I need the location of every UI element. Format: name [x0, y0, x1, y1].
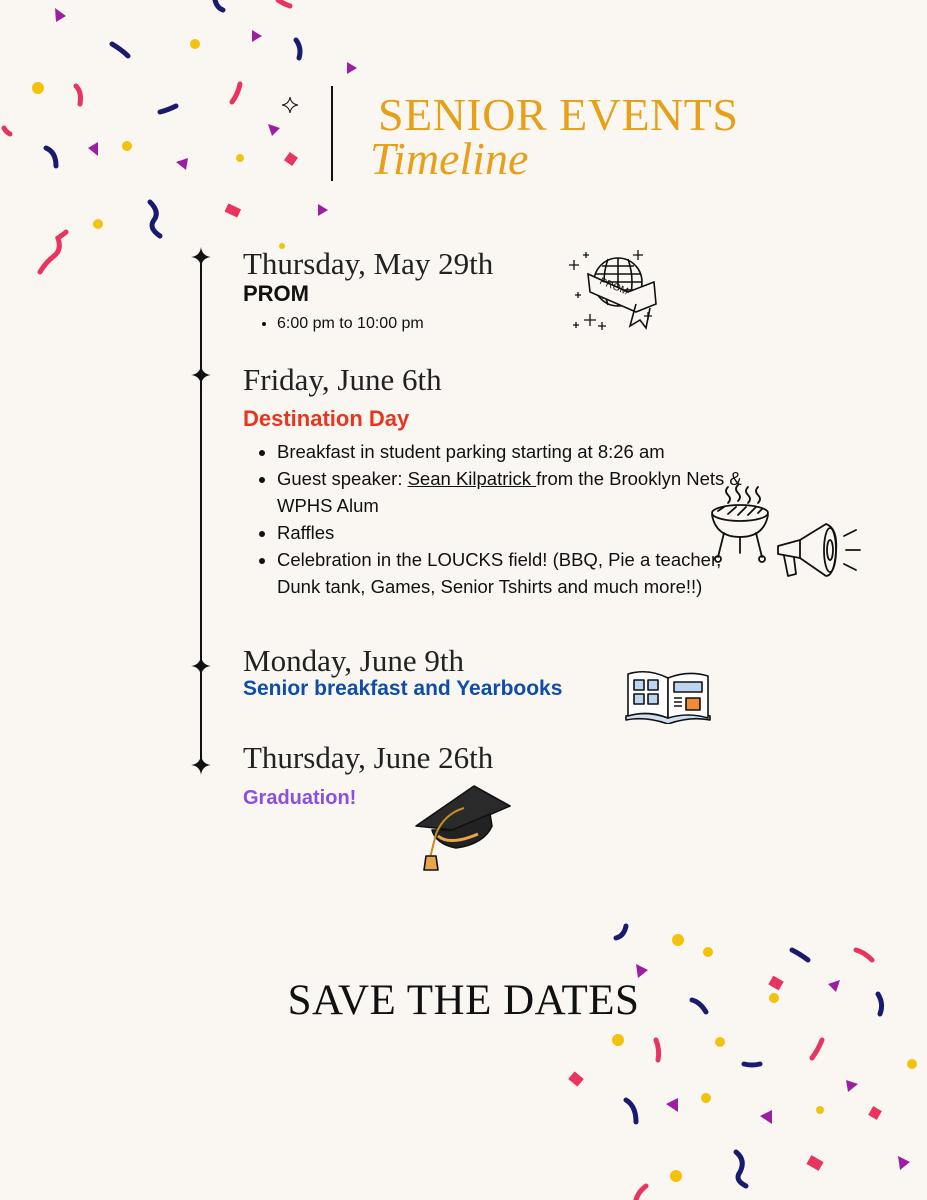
event-title: Destination Day: [243, 406, 410, 431]
save-the-dates-heading: SAVE THE DATES: [287, 977, 640, 1024]
confetti-pieces: [568, 926, 917, 1200]
event-title: Graduation!: [243, 787, 357, 809]
list-item-label: Guest speaker:: [277, 468, 408, 489]
timeline-marker-2: [191, 365, 211, 385]
event-date: Thursday, June 26th: [243, 740, 494, 775]
timeline-marker-4: [191, 755, 211, 775]
timeline-marker-3: [191, 656, 211, 676]
yearbook-icon: [622, 666, 714, 724]
title-divider: [331, 86, 333, 181]
grill-icon: [708, 483, 774, 563]
disco-ball-prom-icon: [566, 246, 660, 336]
event-title: Senior breakfast and Yearbooks: [243, 677, 563, 700]
timeline-marker-1: [191, 247, 211, 267]
list-item-label: from the Brooklyn Nets & WPHS Alum: [277, 468, 742, 516]
speaker-link[interactable]: Sean Kilpatrick: [407, 468, 537, 489]
confetti-pieces: [4, 0, 357, 272]
timeline-line: [200, 256, 202, 764]
list-item: [277, 465, 747, 519]
list-item: • Celebration in the LOUCKS field! (BBQ, Pie a teacher, Dunk tank, Games, Senior Tshirts and much more!!): [277, 546, 747, 600]
event-date: Monday, June 9th: [243, 643, 464, 678]
page-title: SENIOR EVENTS: [378, 89, 739, 140]
graduation-cap-icon: [414, 782, 514, 874]
sparkle-icon: [282, 97, 298, 113]
list-item: • 6:00 pm to 10:00 pm: [277, 310, 424, 337]
event-bullets: [243, 310, 424, 337]
list-item: • Breakfast in student parking starting at 8:26 am: [277, 438, 747, 465]
event-bullets: [243, 438, 747, 600]
page-subtitle: Timeline: [370, 133, 529, 184]
event-title: PROM: [243, 281, 309, 306]
confetti-bottom-right: [560, 920, 927, 1200]
list-item: • Raffles: [277, 519, 747, 546]
svg-text:PROM: PROM: [597, 276, 630, 298]
megaphone-icon: [772, 518, 864, 584]
event-date: Thursday, May 29th: [243, 246, 494, 281]
event-date: Friday, June 6th: [243, 362, 442, 397]
